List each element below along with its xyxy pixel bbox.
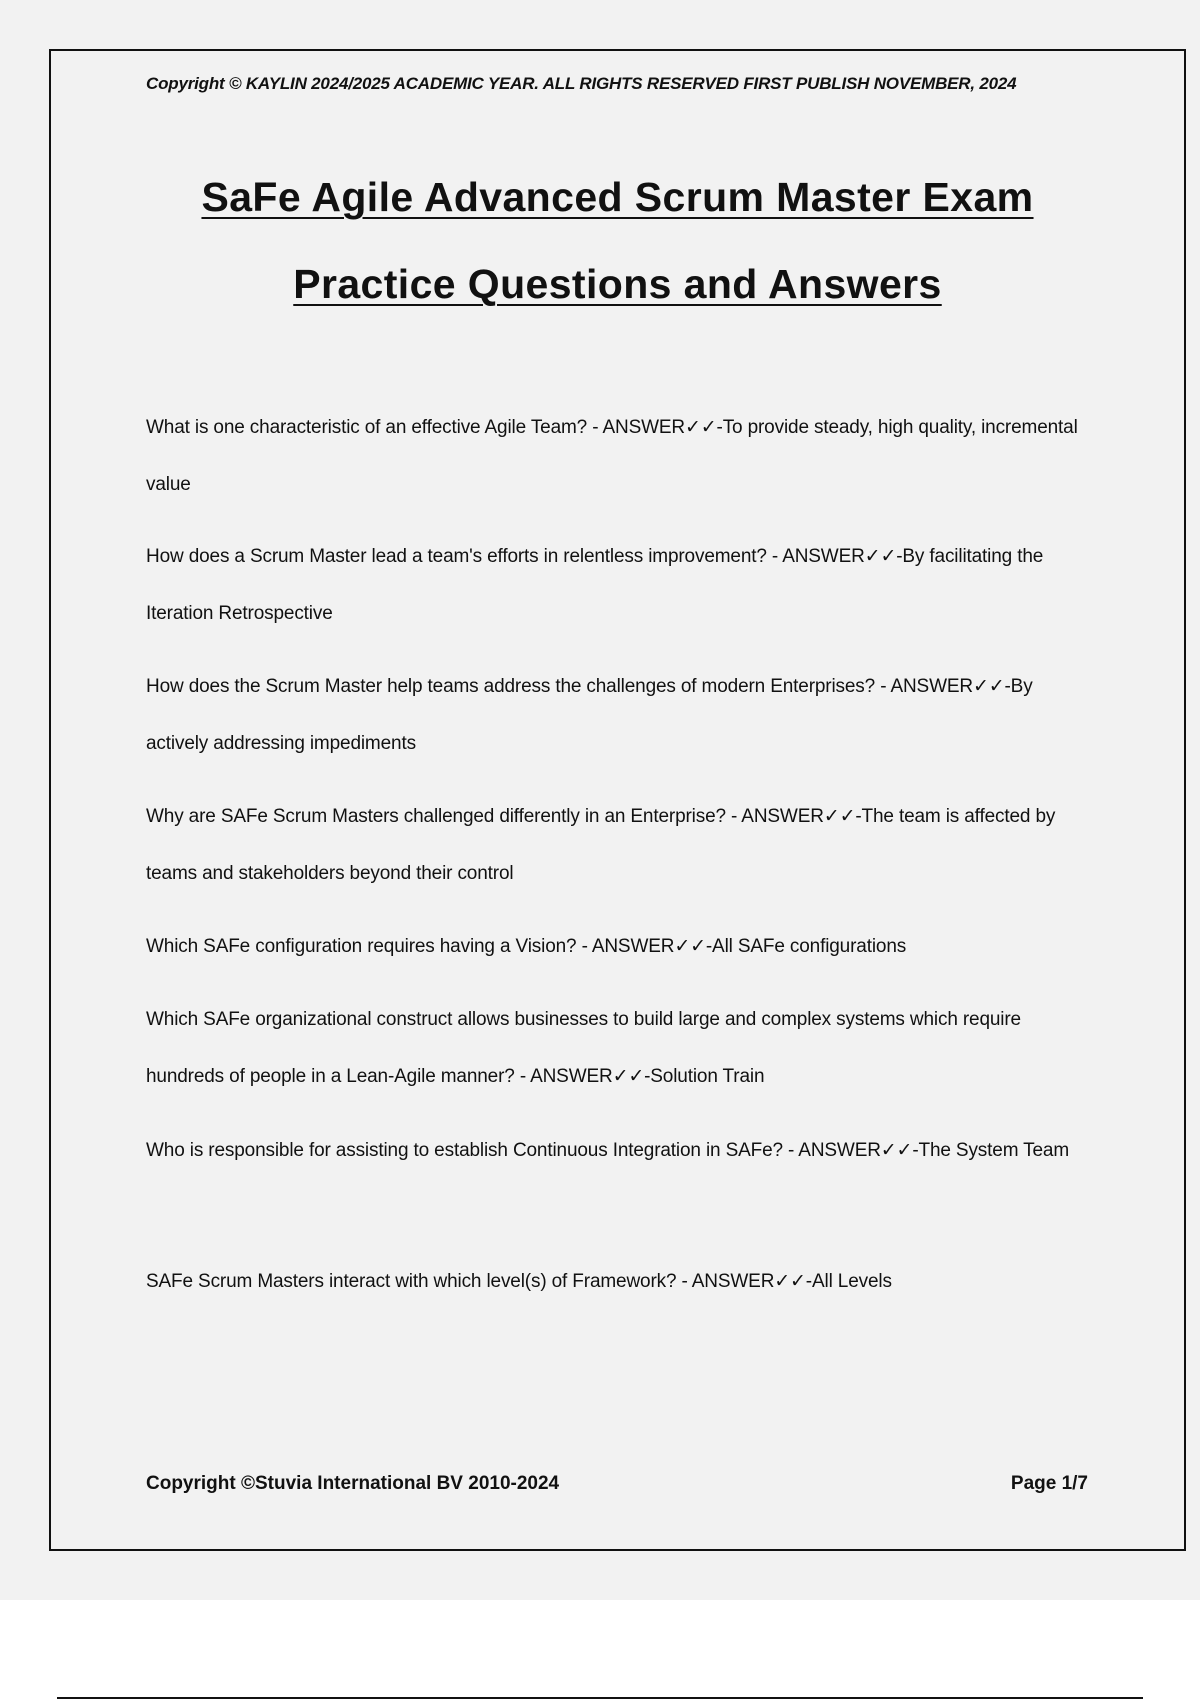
qa-item: How does a Scrum Master lead a team's efforts in relentless improvement? - ANSWER✓✓-By facilitating the Iteration Retrospective — [146, 546, 1044, 624]
qa-item: Which SAFe organizational construct allows businesses to build large and complex systems which require hundreds of people in a Lean-Agile manner? - ANSWER✓✓-Solution Train — [146, 1009, 1021, 1087]
document-title-line-2: Practice Questions and Answers — [293, 261, 942, 307]
next-page-divider — [57, 1697, 1143, 1699]
qa-item: SAFe Scrum Masters interact with which level(s) of Framework? - ANSWER✓✓-All Levels — [146, 1271, 892, 1292]
footer-copyright: Copyright ©Stuvia International BV 2010-2024 — [146, 1473, 560, 1494]
qa-item: Why are SAFe Scrum Masters challenged differently in an Enterprise? - ANSWER✓✓-The team is affected by teams and stakeholders beyond their control — [146, 806, 1056, 884]
page-number: Page 1/7 — [1010, 1473, 1088, 1494]
qa-item: Which SAFe configuration requires having a Vision? - ANSWER✓✓-All SAFe configurations — [146, 936, 907, 957]
header-copyright: Copyright © KAYLIN 2024/2025 ACADEMIC YEAR. ALL RIGHTS RESERVED FIRST PUBLISH NOVEMBER, 2024 — [146, 74, 1017, 93]
qa-item: Who is responsible for assisting to establish Continuous Integration in SAFe? - ANSWER✓✓-The System Team — [146, 1140, 1070, 1161]
qa-item: What is one characteristic of an effective Agile Team? - ANSWER✓✓-To provide steady, high quality, incremental value — [146, 417, 1078, 495]
qa-item: How does the Scrum Master help teams address the challenges of modern Enterprises? - ANSWER✓✓-By actively addressing impediments — [146, 676, 1033, 754]
document-title-line-1: SaFe Agile Advanced Scrum Master Exam — [201, 174, 1034, 220]
